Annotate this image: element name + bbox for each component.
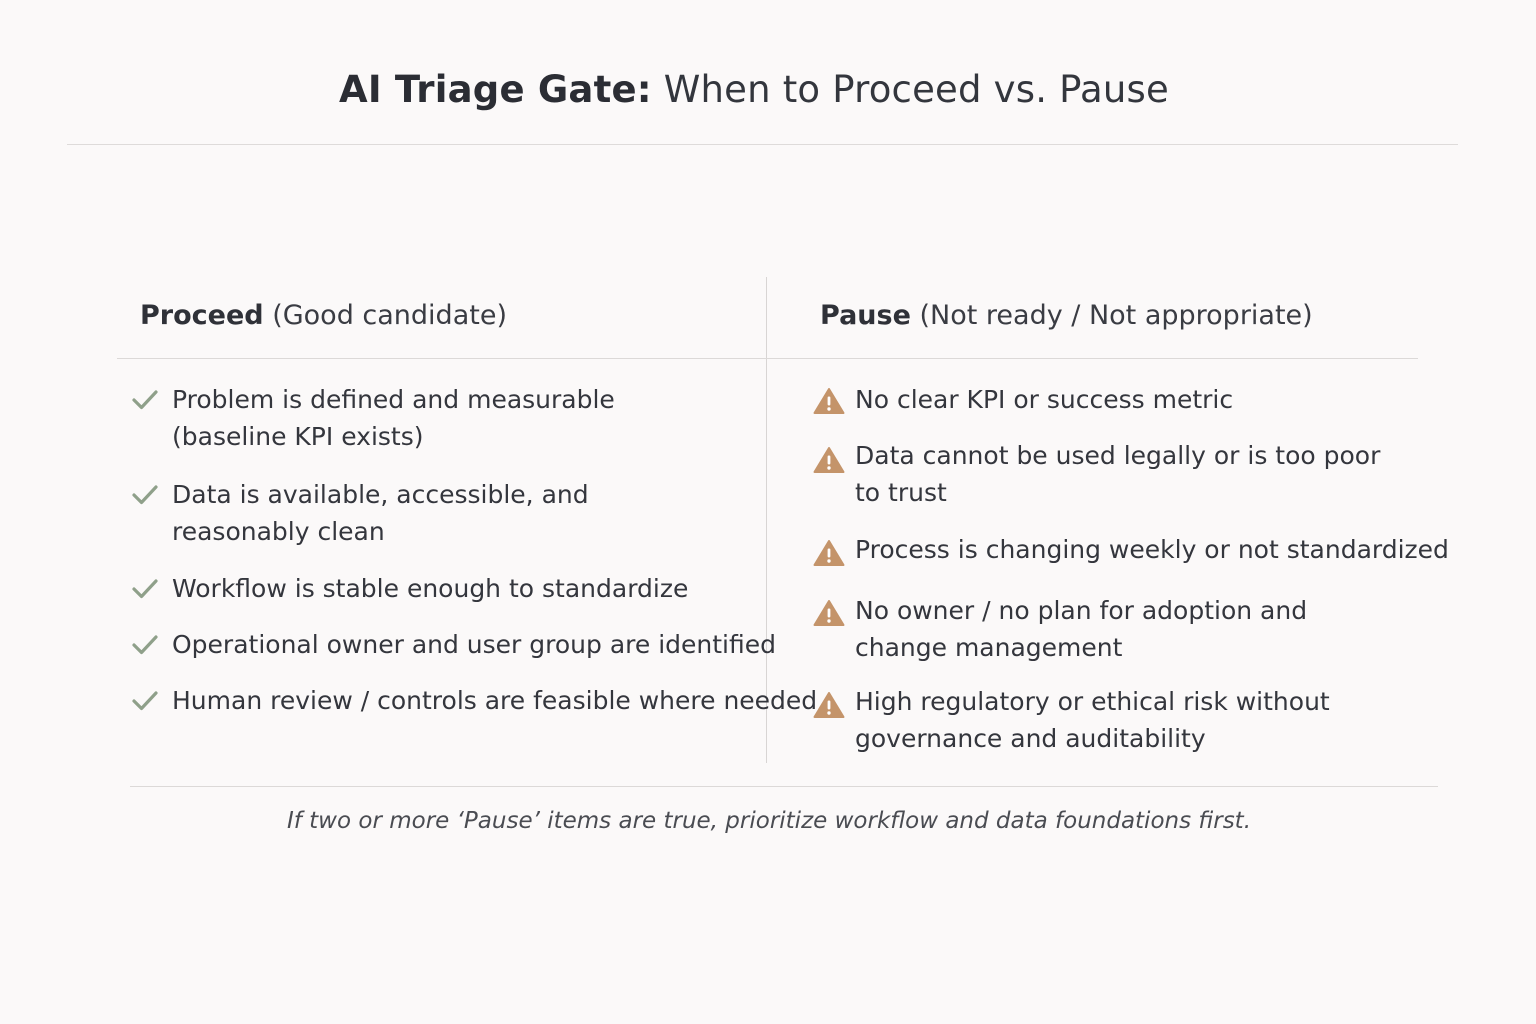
proceed-item bbox=[172, 570, 688, 607]
proceed-item bbox=[172, 476, 589, 550]
footer-divider bbox=[130, 786, 1438, 787]
warning-icon bbox=[813, 446, 845, 474]
proceed-heading-strong: Proceed bbox=[140, 300, 264, 331]
check-icon bbox=[131, 689, 159, 713]
proceed-item-line: reasonably clean bbox=[172, 517, 385, 546]
proceed-item-line: Data is available, accessible, and bbox=[172, 480, 589, 509]
pause-item bbox=[855, 592, 1307, 666]
pause-item-line: High regulatory or ethical risk without bbox=[855, 687, 1330, 716]
proceed-item bbox=[172, 381, 615, 455]
title-divider bbox=[67, 144, 1458, 145]
pause-item bbox=[855, 381, 1233, 418]
warning-icon bbox=[813, 691, 845, 719]
proceed-item-line: Human review / controls are feasible where needed bbox=[172, 686, 818, 715]
pause-item-line: No clear KPI or success metric bbox=[855, 385, 1234, 414]
footnote: If two or more ‘Pause’ items are true, prioritize workflow and data foundations first. bbox=[286, 808, 1252, 834]
proceed-item-line: Workflow is stable enough to standardize bbox=[172, 574, 689, 603]
check-icon bbox=[131, 388, 159, 412]
pause-item bbox=[855, 437, 1380, 511]
page-title-light: When to Proceed vs. Pause bbox=[663, 68, 1169, 111]
page-title-strong: AI Triage Gate: bbox=[339, 68, 652, 111]
proceed-item-line: (baseline KPI exists) bbox=[172, 422, 424, 451]
proceed-item-line: Problem is defined and measurable bbox=[172, 385, 615, 414]
proceed-item bbox=[172, 682, 817, 719]
pause-item bbox=[855, 531, 1449, 568]
proceed-item-line: Operational owner and user group are identified bbox=[172, 630, 776, 659]
warning-icon bbox=[813, 599, 845, 627]
pause-item-line: Data cannot be used legally or is too poor bbox=[855, 441, 1381, 470]
pause-item-line: Process is changing weekly or not standardized bbox=[855, 535, 1449, 564]
warning-icon bbox=[813, 539, 845, 567]
header-divider bbox=[117, 358, 1418, 359]
check-icon bbox=[131, 577, 159, 601]
pause-heading-strong: Pause bbox=[820, 300, 911, 331]
proceed-item bbox=[172, 626, 776, 663]
check-icon bbox=[131, 633, 159, 657]
pause-item bbox=[855, 683, 1330, 757]
page-title bbox=[0, 68, 1508, 111]
pause-item-line: No owner / no plan for adoption and bbox=[855, 596, 1308, 625]
pause-item-line: to trust bbox=[855, 478, 947, 507]
proceed-heading bbox=[140, 300, 507, 331]
pause-item-line: change management bbox=[855, 633, 1123, 662]
pause-heading bbox=[820, 300, 1313, 331]
warning-icon bbox=[813, 387, 845, 415]
pause-heading-light: (Not ready / Not appropriate) bbox=[919, 300, 1313, 331]
pause-item-line: governance and auditability bbox=[855, 724, 1206, 753]
check-icon bbox=[131, 483, 159, 507]
proceed-heading-light: (Good candidate) bbox=[272, 300, 507, 331]
